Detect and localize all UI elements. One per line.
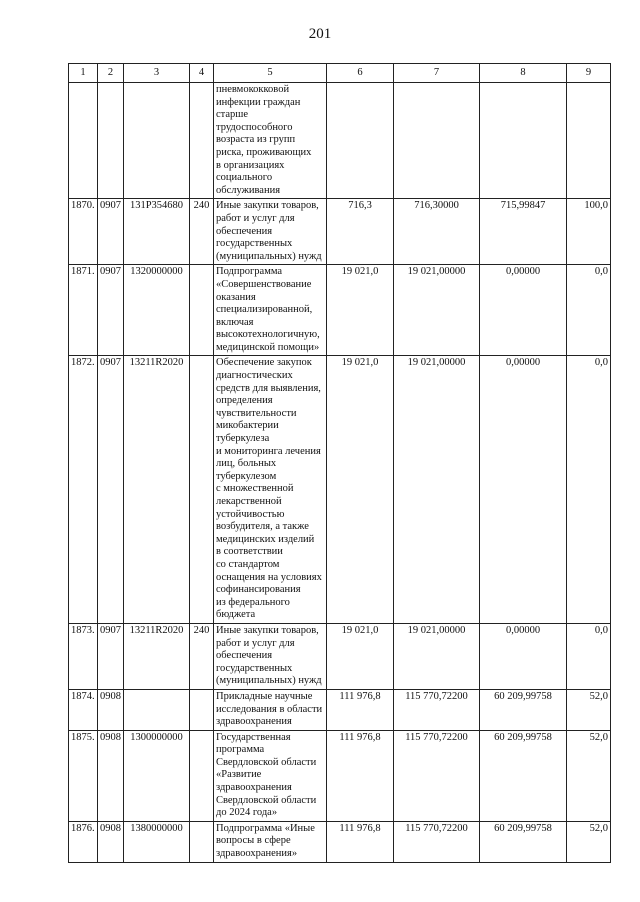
revised-amount: 19 021,00000 [394, 265, 480, 356]
article-code: 1380000000 [124, 821, 190, 862]
article-code: 131Р354680 [124, 199, 190, 265]
header-cell: 8 [480, 64, 567, 83]
row-number: 1875. [69, 730, 98, 821]
expense-type [190, 265, 214, 356]
execution-percent: 100,0 [567, 199, 611, 265]
row-number: 1872. [69, 356, 98, 623]
article-code: 13211R2020 [124, 623, 190, 689]
execution-percent: 52,0 [567, 689, 611, 730]
revised-amount: 716,30000 [394, 199, 480, 265]
budget-table [68, 63, 611, 863]
section-code: 0907 [98, 623, 124, 689]
executed-amount: 0,00000 [480, 265, 567, 356]
item-name: Подпрограмма «Совершенствование оказания специализированной, включая высокотехнологичную, медицинской помощи» [214, 265, 327, 356]
expense-type [190, 689, 214, 730]
executed-amount: 0,00000 [480, 356, 567, 623]
article-code [124, 689, 190, 730]
executed-amount: 715,99847 [480, 199, 567, 265]
table-row [69, 821, 611, 862]
item-name: Иные закупки товаров, работ и услуг для обеспечения государственных (муниципальных) нужд [214, 199, 327, 265]
page-number: 201 [308, 26, 332, 42]
item-name: пневмококковой инфекции граждан старше трудоспособного возраста из групп риска, проживающих в организациях социального обслуживания [214, 83, 327, 199]
execution-percent [567, 83, 611, 199]
expense-type [190, 821, 214, 862]
execution-percent: 0,0 [567, 623, 611, 689]
header-cell: 3 [124, 64, 190, 83]
table-row [69, 623, 611, 689]
item-name: Прикладные научные исследования в области здравоохранения [214, 689, 327, 730]
executed-amount [480, 83, 567, 199]
table-row [69, 265, 611, 356]
header-cell: 2 [98, 64, 124, 83]
approved-amount: 19 021,0 [327, 265, 394, 356]
execution-percent: 0,0 [567, 265, 611, 356]
execution-percent: 0,0 [567, 356, 611, 623]
article-code: 1320000000 [124, 265, 190, 356]
row-number: 1871. [69, 265, 98, 356]
header-cell: 5 [214, 64, 327, 83]
executed-amount: 60 209,99758 [480, 689, 567, 730]
section-code [98, 83, 124, 199]
header-cell: 9 [567, 64, 611, 83]
expense-type [190, 83, 214, 199]
row-number: 1874. [69, 689, 98, 730]
approved-amount: 111 976,8 [327, 730, 394, 821]
header-cell: 4 [190, 64, 214, 83]
row-number: 1870. [69, 199, 98, 265]
article-code: 13211R2020 [124, 356, 190, 623]
revised-amount: 115 770,72200 [394, 821, 480, 862]
table-row [69, 689, 611, 730]
approved-amount: 111 976,8 [327, 689, 394, 730]
expense-type [190, 356, 214, 623]
revised-amount: 19 021,00000 [394, 356, 480, 623]
table-row [69, 730, 611, 821]
header-cell: 6 [327, 64, 394, 83]
approved-amount: 716,3 [327, 199, 394, 265]
header-cell: 7 [394, 64, 480, 83]
article-code [124, 83, 190, 199]
item-name: Государственная программа Свердловской области «Развитие здравоохранения Свердловской области до 2024 года» [214, 730, 327, 821]
header-row [69, 64, 611, 83]
row-number: 1873. [69, 623, 98, 689]
revised-amount: 115 770,72200 [394, 730, 480, 821]
item-name: Иные закупки товаров, работ и услуг для обеспечения государственных (муниципальных) нужд [214, 623, 327, 689]
approved-amount: 19 021,0 [327, 356, 394, 623]
expense-type: 240 [190, 623, 214, 689]
table-row [69, 199, 611, 265]
revised-amount: 115 770,72200 [394, 689, 480, 730]
section-code: 0907 [98, 356, 124, 623]
section-code: 0907 [98, 265, 124, 356]
revised-amount: 19 021,00000 [394, 623, 480, 689]
header-cell: 1 [69, 64, 98, 83]
article-code: 1300000000 [124, 730, 190, 821]
executed-amount: 60 209,99758 [480, 821, 567, 862]
expense-type: 240 [190, 199, 214, 265]
row-number: 1876. [69, 821, 98, 862]
table-row [69, 356, 611, 623]
approved-amount: 111 976,8 [327, 821, 394, 862]
executed-amount: 0,00000 [480, 623, 567, 689]
revised-amount [394, 83, 480, 199]
approved-amount [327, 83, 394, 199]
section-code: 0908 [98, 821, 124, 862]
expense-type [190, 730, 214, 821]
approved-amount: 19 021,0 [327, 623, 394, 689]
section-code: 0908 [98, 689, 124, 730]
execution-percent: 52,0 [567, 730, 611, 821]
section-code: 0907 [98, 199, 124, 265]
item-name: Подпрограмма «Иные вопросы в сфере здравоохранения» [214, 821, 327, 862]
section-code: 0908 [98, 730, 124, 821]
execution-percent: 52,0 [567, 821, 611, 862]
table-row [69, 83, 611, 199]
item-name: Обеспечение закупок диагностических средств для выявления, определения чувствительности микобактерии туберкулеза и мониторинга лечения лиц, больных туберкулезом с множественной лекарственной устойчивостью возбудителя, а также медицинских изделий в соответствии со стандартом оснащения на условиях софинансирования из федерального бюджета [214, 356, 327, 623]
row-number [69, 83, 98, 199]
executed-amount: 60 209,99758 [480, 730, 567, 821]
